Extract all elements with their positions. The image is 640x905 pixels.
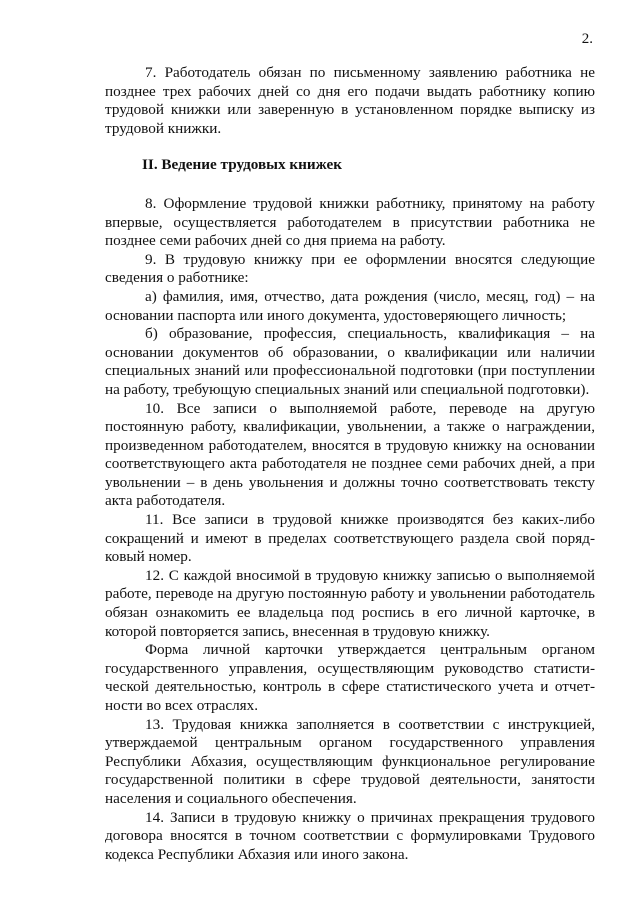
paragraph-9b: б) образование, профессия, специальность, квалификация – на основании документов об образовании, о квалификации или наличии специальных знаний или профессиональной подготовки (при поступлении на работу, требующую специальных знаний или специальной подготовки).: [105, 325, 595, 398]
document-body: [105, 64, 595, 864]
section-title: II. Ведение трудовых книжек: [142, 156, 342, 174]
paragraph-7: 7. Работодатель обязан по письменному заявлению работника не позднее трех рабочих дней со дня его подачи выдать работнику копию трудовой книжки или заверенную в установленном порядке выписку из трудовой книжки.: [105, 64, 595, 137]
page-number: 2.: [581, 31, 593, 47]
paragraph-11: 11. Все записи в трудовой книжке производятся без каких-либо сокращений и имеют в пределах соответствующего раздела свой порядковый номер.: [105, 511, 595, 566]
paragraph-12: 12. С каждой вносимой в трудовую книжку записью о выполняемой работе, переводе на другую постоянную работу и увольнении работодатель обязан ознакомить ее владельца под роспись в его личной карточке, в которой повторяется запись, внесенная в трудовую книжку.: [105, 566, 595, 640]
paragraph-8: 8. Оформление трудовой книжки работнику, принятому на работу впервые, осуществляется работодателем в присутствии работника не позднее семи рабочих дней со дня приема на работу.: [105, 194, 595, 250]
paragraph-13: 13. Трудовая книжка заполняется в соответствии с инструкцией, утверждаемой центральным органом государственного управления Республики Абхазия, осуществляющим функциональное регулирование государственной политики в сфере трудовой деятельности, занятости населения и социального обеспечения.: [105, 715, 595, 807]
paragraph-14: 14. Записи в трудовую книжку о причинах прекращения трудового договора вносятся в точном соответствии с формулировками Трудового кодекса Республики Абхазия или иного закона.: [105, 808, 595, 863]
paragraph-9a: а) фамилия, имя, отчество, дата рождения (число, месяц, год) – на основании паспорта или иного документа, удостоверяющего личность;: [105, 287, 595, 324]
paragraph-9: 9. В трудовую книжку при ее оформлении вносятся следующие сведения о работнике:: [105, 250, 595, 287]
paragraph-10: 10. Все записи о выполняемой работе, переводе на другую постоянную работу, квалификации, увольнении, а также о награждении, произведенном работодателем, вносятся в трудовую книжку на основании соответствующего акта работодателя не позднее семи рабочих дней, а при увольнении – в день увольнения и должны точно соответствовать тексту акта работодателя.: [105, 399, 595, 510]
paragraph-12-form: Форма личной карточки утверждается центральным органом государственного управления, осуществляющим руководство статистической деятельностью, контроль в сфере статистического учета и отчетности во всех отраслях.: [105, 641, 595, 714]
